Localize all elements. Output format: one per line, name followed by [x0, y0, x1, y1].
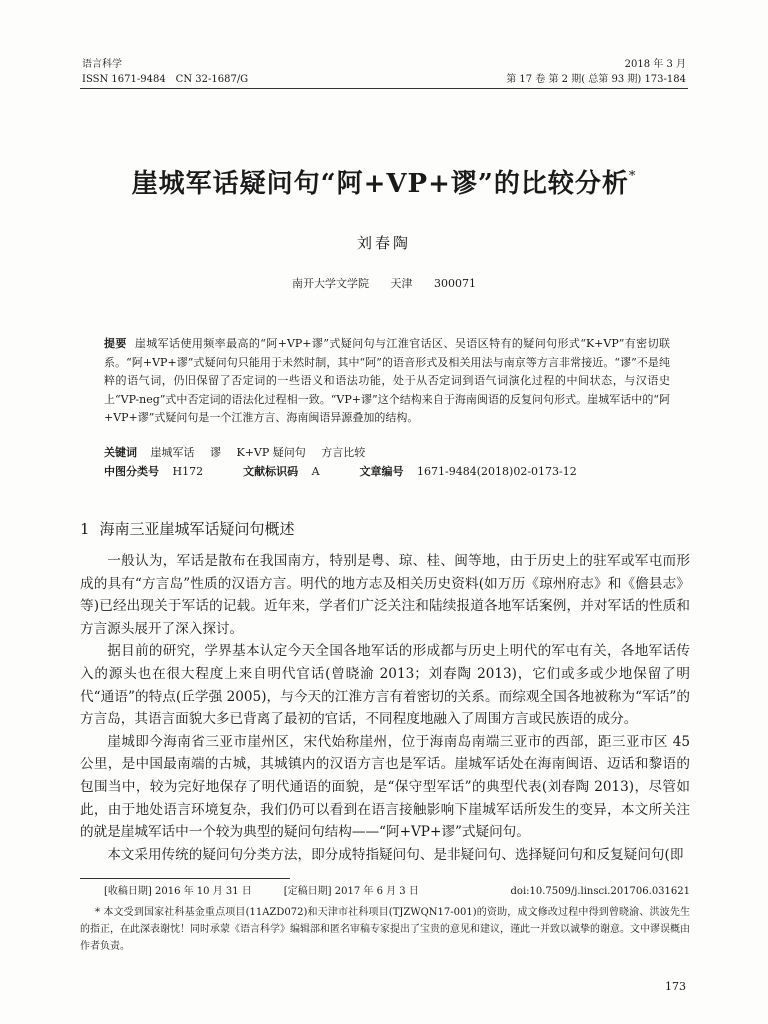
issue-info: 第 17 卷 第 2 期( 总第 93 期) 173-184	[506, 74, 686, 85]
article-number-group	[360, 463, 577, 481]
keyword: 方言比较	[321, 446, 366, 459]
paragraph: 一般认为，军话是散布在我国南方，特别是粤、琼、桂、闽等地，由于历史上的驻军或军屯而形成的具有“方言岛”性质的汉语方言。明代的地方志及相关历史资料(如万历《琼州府志》和《儋县志》等)已经出现关于军话的记载。近年来，学者们广泛关注和陆续报道各地军话案例，并对军话的性质和方言源头展开了深入探讨。	[80, 553, 690, 637]
abstract-label: 提要	[104, 337, 127, 350]
section-number: 1	[80, 520, 90, 538]
keyword: 崖城军话	[150, 446, 195, 459]
title-footnote-mark: *	[628, 169, 637, 184]
section-heading	[80, 518, 295, 540]
page-number: 173	[665, 980, 686, 993]
issue-date: 2018 年 3 月	[624, 59, 686, 70]
doc-code-label: 文献标识码	[243, 465, 299, 478]
article-number-value: 1671-9484(2018)02-0173-12	[417, 465, 577, 478]
footnote-rule	[80, 878, 290, 879]
article-number-label: 文章编号	[359, 465, 404, 478]
journal-name: 语言科学	[82, 59, 122, 70]
paragraph: 崖城即今海南省三亚市崖州区，宋代始称崖州，位于海南岛南端三亚市的西部，距三亚市区 45 公里，是中国最南端的古城，其城镇内的汉语方言也是军话。崖城军话处在海南闽语、迈话和黎语的包围当中，较为完好地保存了明代通语的面貌，是“保守型军话”的典型代表(刘春陶 2013)，尽管如此，由于地处语言环境复杂，我们仍可以看到在语言接触影响下崖城军话所发生的变异，本文所关注的就是崖城军话中一个较为典型的疑问句结构——“阿+VP+谬”式疑问句。	[80, 733, 690, 841]
abstract-text: 崖城军话使用频率最高的“阿+VP+谬”式疑问句与江淮官话区、吴语区特有的疑问句形式“K+VP”有密切联系。“阿+VP+谬”式疑问句只能用于未然时制，其中“阿”的语音形式及相关用法与南京等方言非常接近。“谬”不是纯粹的语气词，仍旧保留了否定词的一些语义和语法功能，处于从否定词到语气词演化过程的中间状态，与汉语史上“VP-neg”式中否定词的语法化过程相一致。“VP+谬”这个结构来自于海南闽语的反复问句形式。崖城军话中的“阿+VP+谬”式疑问句是一个江淮方言、海南闽语异源叠加的结构。	[104, 337, 671, 424]
affiliation-city: 天津	[390, 277, 413, 290]
doi: doi:10.7509/j.linsci.201706.031621	[510, 886, 690, 897]
clc-label: 中图分类号	[104, 465, 159, 478]
classification-line	[104, 463, 670, 481]
affiliation	[0, 276, 768, 292]
running-header-right	[506, 57, 686, 87]
title-text: 崖城军话疑问句“阿+VP+谬”的比较分析	[131, 169, 629, 199]
running-header-left	[82, 57, 248, 87]
affiliation-institution: 南开大学文学院	[292, 277, 369, 290]
keyword: 谬	[210, 446, 221, 459]
header-rule	[80, 88, 688, 89]
doc-code-value: A	[311, 465, 320, 478]
keywords-label: 关键词	[104, 446, 137, 459]
footnote-dates	[104, 884, 690, 900]
doc-code-group	[243, 463, 319, 481]
clc-value: H172	[172, 465, 204, 478]
paragraph: 本文采用传统的疑问句分类方法，即分成特指疑问句、是非疑问句、选择疑问句和反复疑问句(即	[107, 846, 684, 863]
issn-cn: ISSN 1671-9484 CN 32-1687/G	[82, 74, 249, 85]
finalized-date: [定稿日期] 2017 年 6 月 3 日	[283, 886, 419, 897]
keywords	[104, 444, 670, 462]
body-text	[80, 550, 690, 866]
abstract	[104, 335, 670, 428]
keyword: K+VP 疑问句	[236, 446, 306, 459]
received-date: [收稿日期] 2016 年 10 月 31 日	[104, 886, 252, 897]
section-title: 海南三亚崖城军话疑问句概述	[99, 520, 295, 538]
funding-footnote: * 本文受到国家社科基金重点项目(11AZD072)和天津市社科项目(TJZWQN17-001)的资助，成文修改过程中得到曾晓渝、洪波先生的指正，在此深表谢忱！同时承蒙《语言科学》编辑部和匿名审稿专家提出了宝贵的意见和建议，谨此一并致以诚挚的谢意。文中谬误概由作者负责。	[80, 907, 690, 952]
affiliation-postcode: 300071	[434, 277, 476, 290]
article-title	[60, 160, 708, 201]
clc-group	[104, 463, 203, 481]
author-name: 刘春陶	[356, 234, 411, 252]
paragraph: 据目前的研究，学界基本认定今天全国各地军话的形成都与历史上明代的军屯有关，各地军话传入的源头也在很大程度上来自明代官话(曾晓渝 2013；刘春陶 2013)，它们或多或少地保留了明代“通语”的特点(丘学强 2005)，与今天的江淮方言有着密切的关系。而综观全国各地被称为“军话”的方言岛，其语言面貌大多已背离了最初的官话，不同程度地融入了周围方言或民族语的成分。	[80, 643, 690, 728]
